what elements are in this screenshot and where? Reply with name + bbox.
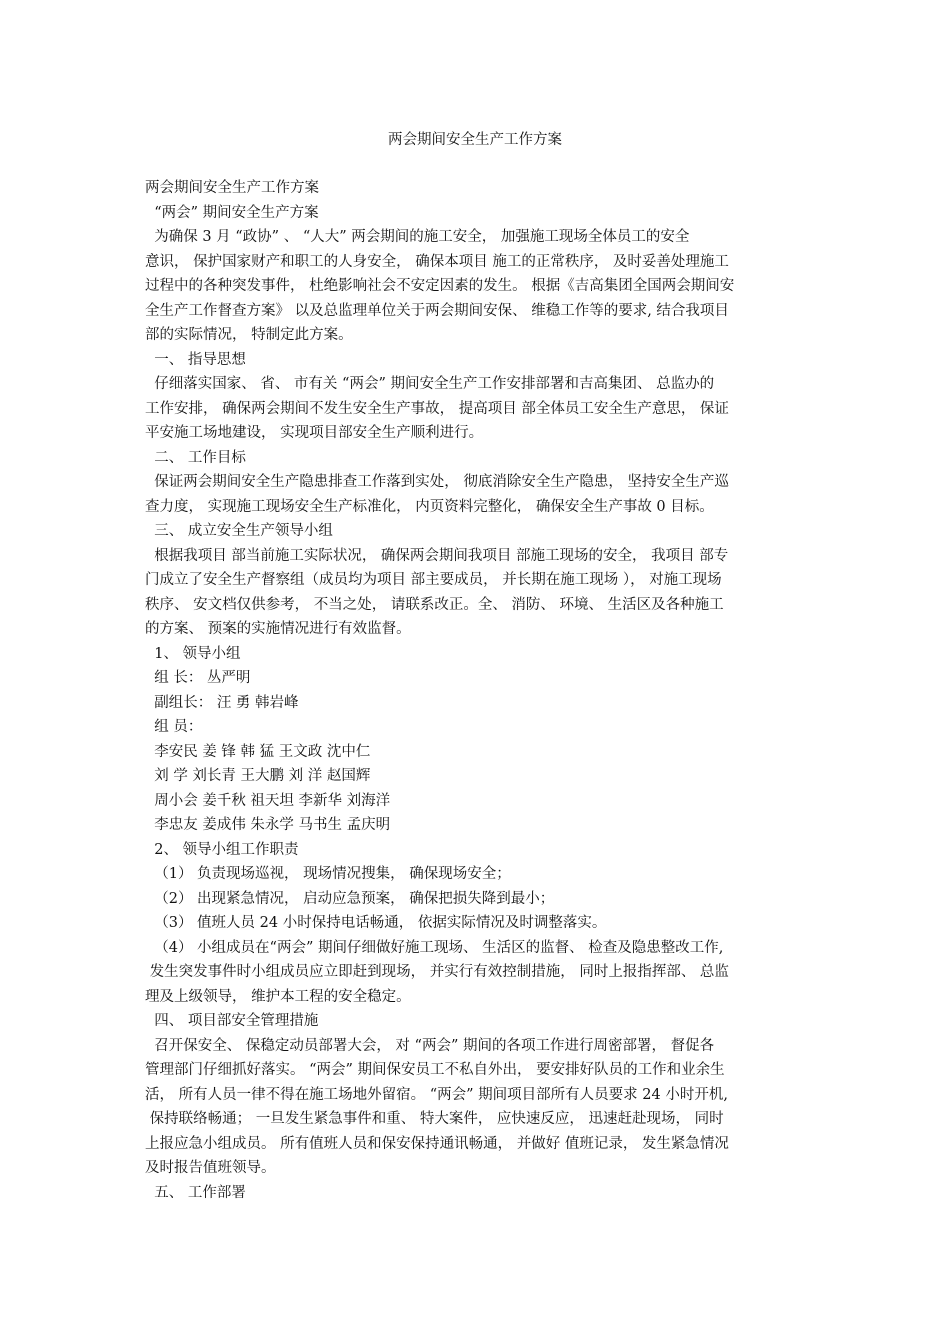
body-line: 活， 所有人员一律不得在施工场地外留宿。 “两会” 期间项目部所有人员要求 24 小时开机, — [145, 1086, 728, 1103]
body-line: 全生产工作督查方案》 以及总监理单位关于两会期间安保、 维稳工作等的要求, 结合我项目 — [145, 302, 729, 319]
body-line: 平安施工场地建设， 实现项目部安全生产顺利进行。 — [145, 425, 484, 441]
body-line: （4） 小组成员在“两会” 期间仔细做好施工现场、 生活区的监督、 检查及隐患整改工作, — [145, 939, 724, 956]
body-line: 李忠友 姜成伟 朱永学 马书生 孟庆明 — [145, 817, 391, 833]
body-line: 2、 领导小组工作职责 — [145, 841, 299, 858]
body-line: 五、 工作部署 — [145, 1184, 246, 1201]
body-line: 保证两会期间安全生产隐患排查工作落到实处， 彻底消除安全生产隐患， 坚持安全生产巡 — [145, 474, 729, 490]
body-line: 秩序、 安文档仅供参考， 不当之处， 请联系改正。全、 消防、 环境、 生活区及各种施工 — [145, 596, 724, 613]
body-line: 根据我项目 部当前施工实际状况， 确保两会期间我项目 部施工现场的安全， 我项目 部专 — [145, 547, 729, 564]
body-line: “两会” 期间安全生产方案 — [145, 204, 319, 221]
body-line: 组 员： — [145, 719, 203, 735]
body-line: 门成立了安全生产督察组（成员均为项目 部主要成员， 并长期在施工现场 ）， 对施工现场 — [145, 572, 722, 588]
body-line: （2） 出现紧急情况， 启动应急预案， 确保把损失降到最小； — [145, 890, 555, 907]
body-line: 组 长： 丛严明 — [145, 670, 251, 686]
body-line: 意识， 保护国家财产和职工的人身安全， 确保本项目 施工的正常秩序， 及时妥善处理施工 — [145, 253, 729, 270]
body-line: 及时报告值班领导。 — [145, 1160, 276, 1176]
body-line: （1） 负责现场巡视， 现场情况搜集， 确保现场安全； — [145, 866, 511, 882]
body-line: 1、 领导小组 — [145, 645, 241, 662]
body-line: 李安民 姜 锋 韩 猛 王文政 沈中仁 — [145, 743, 371, 760]
body-line: 保持联络畅通； 一旦发生紧急事件和重、 特大案件， 应快速反应， 迅速赶赴现场， 同时 — [145, 1111, 724, 1127]
body-line: 周小会 姜千秋 祖天坦 李新华 刘海洋 — [145, 792, 391, 809]
body-line: 工作安排， 确保两会期间不发生安全生产事故， 提高项目 部全体员工安全生产意思， 保证 — [145, 400, 729, 417]
body-line: 四、 项目部安全管理措施 — [145, 1013, 319, 1029]
body-line: 发生突发事件时小组成员应立即赶到现场， 并实行有效控制措施， 同时上报指挥部、 总监 — [145, 964, 729, 980]
body-line: 仔细落实国家、 省、 市有关 “两会” 期间安全生产工作安排部署和吉高集团、 总监办的 — [145, 376, 715, 392]
document-title: 两会期间安全生产工作方案 — [388, 132, 562, 148]
body-line: 副组长： 汪 勇 韩岩峰 — [145, 694, 299, 711]
body-line: 部的实际情况， 特制定此方案。 — [145, 327, 353, 343]
body-line: 三、 成立安全生产领导小组 — [145, 523, 333, 539]
body-line: 一、 指导思想 — [145, 351, 246, 368]
body-line: 召开保安全、 保稳定动员部署大会， 对 “两会” 期间的各项工作进行周密部署， 督促各 — [145, 1037, 715, 1054]
body-line: （3） 值班人员 24 小时保持电话畅通， 依据实际情况及时调整落实。 — [145, 915, 607, 931]
body-line: 刘 学 刘长青 王大鹏 刘 洋 赵国辉 — [145, 768, 371, 784]
body-line: 过程中的各种突发事件， 杜绝影响社会不安定因素的发生。 根据《吉高集团全国两会期间安 — [145, 278, 735, 294]
body-line: 为确保 3 月 “政协” 、 “人大” 两会期间的施工安全， 加强施工现场全体员工的安全 — [145, 229, 690, 245]
body-line: 上报应急小组成员。 所有值班人员和保安保持通讯畅通， 并做好 值班记录， 发生紧急情况 — [145, 1135, 729, 1152]
body-line: 的方案、 预案的实施情况进行有效监督。 — [145, 621, 411, 637]
body-line: 两会期间安全生产工作方案 — [145, 180, 319, 196]
body-line: 理及上级领导， 维护本工程的安全稳定。 — [145, 988, 411, 1005]
body-line: 查力度， 实现施工现场安全生产标准化， 内页资料完整化， 确保安全生产事故 0 目标。 — [145, 498, 714, 515]
body-line: 管理部门仔细抓好落实。 “两会” 期间保安员工不私自外出， 要安排好队员的工作和业余生 — [145, 1062, 725, 1078]
body-line: 二、 工作目标 — [145, 449, 246, 466]
